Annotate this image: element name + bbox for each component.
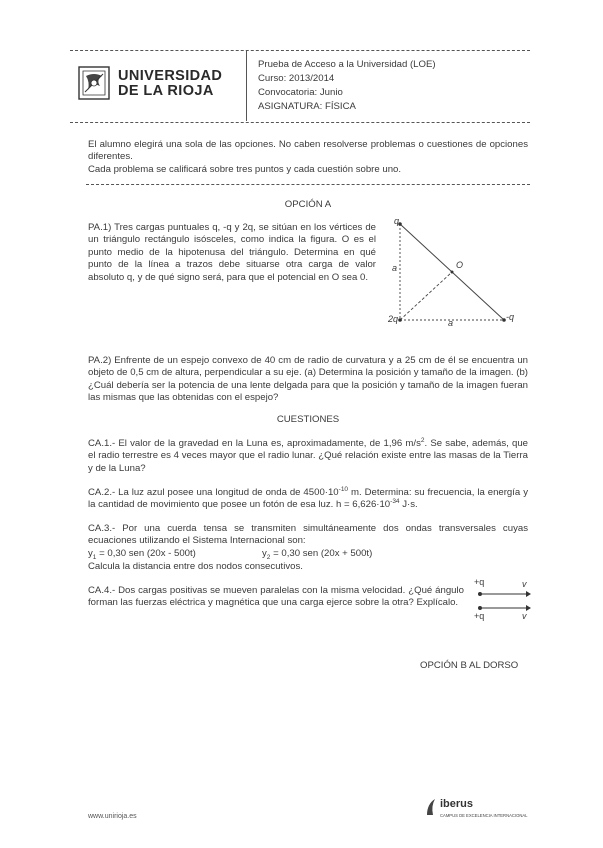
figure-label-2q: 2q xyxy=(388,314,399,324)
instructions-line2: Cada problema se calificará sobre tres puntos y cada cuestión sobre uno. xyxy=(88,164,402,175)
ca4-charge-1-dot xyxy=(478,592,482,596)
figure-label-o: O xyxy=(456,260,464,270)
cuestiones-title: CUESTIONES xyxy=(276,414,340,425)
iberus-logo-text: iberus xyxy=(440,798,474,810)
triangle-figure xyxy=(386,210,526,330)
ca4-velocity-2-label: v xyxy=(522,611,527,621)
ca2-text-a: CA.2.- La luz azul posee una longitud de onda de 4500·10 xyxy=(88,487,339,498)
exam-course: Curso: 2013/2014 xyxy=(258,73,335,84)
university-logo xyxy=(78,66,110,100)
ca2-text-c: J·s. xyxy=(399,499,418,511)
option-a-title: OPCIÓN A xyxy=(284,199,332,210)
ca3-eq1-var: y xyxy=(88,548,93,559)
problem-pa2: PA.2) Enfrente de un espejo convexo de 40 cm de radio de curvatura y a 25 cm de él se encuentra un objeto de 0,5 cm de altura, perpendicular a su eje. (a) Determina la posición y tamaño de la imagen. (b) ¿Cuál debería ser la potencia de una lente delgada para que la posición y tamaño de la imagen fueran las mismas que las obtenidas con el espejo? xyxy=(88,355,528,404)
ca3-eq1-sub: 1 xyxy=(92,553,97,561)
question-ca4: CA.4.- Dos cargas positivas se mueven paralelas con la misma velocidad. ¿Qué ángulo forman las fuerzas eléctrica y magnética que una carga ejerce sobre la otra? Explícalo. xyxy=(88,585,464,609)
figure-label-a-vertical: a xyxy=(392,263,398,273)
instructions-rule xyxy=(86,184,530,185)
exam-session: Convocatoria: Junio xyxy=(258,87,343,98)
question-ca3-intro: CA.3.- Por una cuerda tensa se transmiten simultáneamente dos ondas transversales cuyas ecuaciones utilizando el Sistema Internacional son: xyxy=(88,523,528,547)
option-b-note: OPCIÓN B AL DORSO xyxy=(420,660,519,671)
website-link[interactable]: www.unirioja.es xyxy=(88,813,137,820)
university-name-line1: UNIVERSIDAD xyxy=(118,68,223,84)
ca3-eq2-var: y xyxy=(262,548,267,559)
question-ca1 xyxy=(88,438,528,475)
point-o xyxy=(451,271,454,274)
median-dashed-line xyxy=(400,272,452,320)
university-seal-icon xyxy=(78,66,110,100)
figure-label-minus-q: -q xyxy=(506,312,515,322)
question-ca2 xyxy=(88,487,528,512)
iberus-logo-subtitle: CAMPUS DE EXCELENCIA INTERNACIONAL xyxy=(440,813,528,818)
figure-label-q: q xyxy=(394,216,400,226)
ca1-text-end: . Se sabe, además, que el radio terrestre es 4 veces mayor que el radio lunar. ¿Qué relación existe entre las masas de la Tierra y de la Luna? xyxy=(88,438,528,474)
ca3-equation-2 xyxy=(262,548,372,560)
ca3-equation-1 xyxy=(88,548,196,560)
iberus-mark-icon xyxy=(424,798,438,816)
ca2-text-b: m. Determina: su frecuencia, la energía y la cantidad de movimiento que posee un fotón de esa luz. h = 6,626·10 xyxy=(88,487,528,511)
problem-pa1: PA.1) Tres cargas puntuales q, -q y 2q, se sitúan en los vértices de un triángulo rectángulo isósceles, como indica la figura. O es el punto medio de la hipotenusa del triángulo. Determina en qué punto de la línea a trazos debe situarse otra carga de valor absoluto q, y de qué signo será, para que el potencial en O sea 0. xyxy=(88,222,376,283)
header-divider xyxy=(246,51,247,121)
ca3-question: Calcula la distancia entre dos nodos consecutivos. xyxy=(88,561,303,572)
ca1-text-start: CA.1.- El valor de la gravedad en la Luna es, aproximadamente, de 1,96 m/s xyxy=(88,438,421,449)
ca1-exponent: 2 xyxy=(420,436,425,444)
ca4-charge-2-label: +q xyxy=(474,611,485,621)
ca3-eq2-rest: = 0,30 sen (20x + 500t) xyxy=(270,548,373,559)
charge-2q-point xyxy=(398,318,402,322)
ca4-charge-1-label: +q xyxy=(474,577,485,587)
ca3-eq1-rest: = 0,30 sen (20x - 500t) xyxy=(96,548,196,559)
ca2-exponent-1: -10 xyxy=(338,485,349,493)
ca3-eq2-sub: 2 xyxy=(266,553,271,561)
header-bottom-rule xyxy=(70,122,530,123)
exam-subject: ASIGNATURA: FÍSICA xyxy=(258,101,356,112)
ca4-velocity-1-label: v xyxy=(522,579,527,589)
instructions-line1: El alumno elegirá una sola de las opciones. No caben resolverse problemas o cuestiones de opciones diferentes. xyxy=(88,139,528,163)
figure-label-a-horizontal: a xyxy=(448,318,454,328)
iberus-logo xyxy=(424,796,534,824)
ca2-exponent-2: -34 xyxy=(390,498,400,506)
header-top-rule xyxy=(70,50,530,51)
ca4-charge-2-dot xyxy=(478,606,482,610)
ca4-arrowhead-1 xyxy=(526,591,531,597)
exam-title: Prueba de Acceso a la Universidad (LOE) xyxy=(258,59,436,70)
university-name-line2: DE LA RIOJA xyxy=(118,83,214,99)
